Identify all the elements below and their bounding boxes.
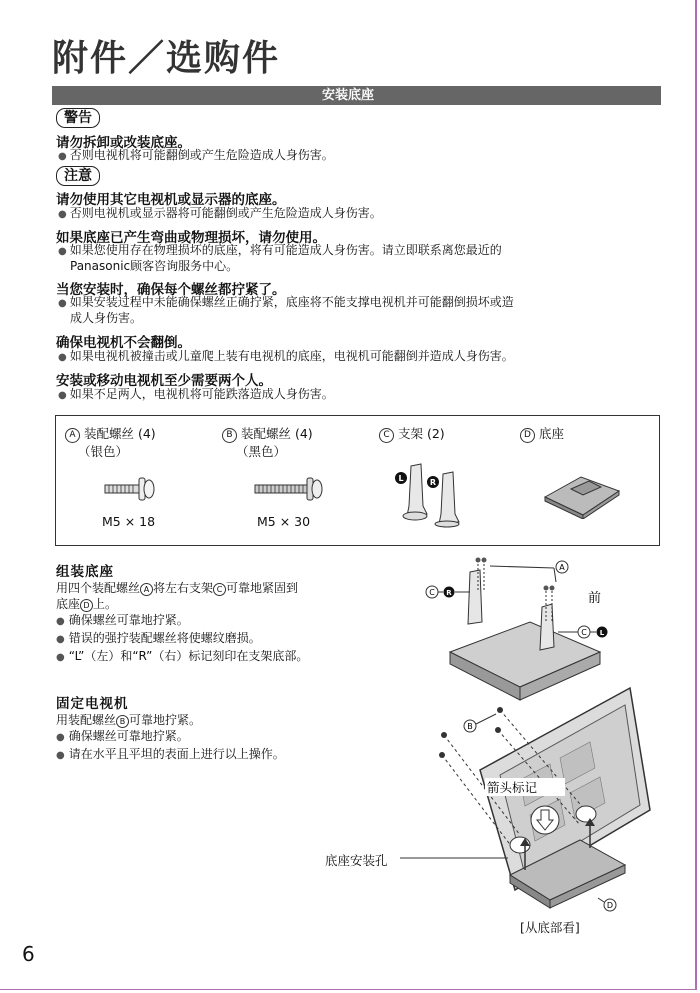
part-b-sub: （黑色） bbox=[236, 444, 287, 459]
part-c-label: C 支架 (2) bbox=[379, 424, 445, 443]
arrow-mark-label: 箭头标记 bbox=[487, 780, 538, 795]
fix-tv-heading: 固定电视机 bbox=[56, 696, 129, 712]
assemble-bullet-3: ● “L”（左）和“R”（右）标记刻印在支架底部。 bbox=[56, 649, 309, 663]
caution-heading-5: 安装或移动电视机至少需要两个人。 bbox=[56, 373, 272, 389]
parts-box bbox=[55, 415, 660, 546]
diagram-a-marker: A bbox=[559, 563, 565, 572]
diagram-l-marker: L bbox=[599, 629, 605, 637]
warning-tag: 警告 bbox=[56, 108, 100, 128]
part-b-label: B 装配螺丝 (4) bbox=[222, 424, 313, 443]
stand-hole-label: 底座安装孔 bbox=[325, 853, 388, 868]
caution-bullet-5: ● 如果不足两人，电视机将可能跌落造成人身伤害。 bbox=[58, 387, 334, 401]
diagram-r-marker: R bbox=[446, 589, 452, 597]
diagram-c-left-marker: C bbox=[429, 588, 435, 597]
assemble-body bbox=[56, 580, 376, 666]
page-number: 6 bbox=[22, 942, 35, 966]
part-b-spec: M5 × 30 bbox=[257, 514, 311, 529]
black-screw-icon bbox=[251, 474, 331, 504]
view-from-bottom-note: [从底部看] bbox=[520, 920, 580, 935]
diagram-b-marker: B bbox=[467, 722, 473, 731]
section-bar: 安装底座 bbox=[52, 86, 661, 105]
diagram-c-right-marker: C bbox=[581, 628, 587, 637]
fix-tv-bullet-1: ● 确保螺丝可靠地拧紧。 bbox=[56, 729, 189, 743]
caution-heading-4: 确保电视机不会翻倒。 bbox=[56, 335, 191, 351]
assemble-bullet-1: ● 确保螺丝可靠地拧紧。 bbox=[56, 613, 189, 627]
stand-base-icon bbox=[541, 471, 623, 519]
caution-heading-2: 如果底座已产生弯曲或物理损坏，请勿使用。 bbox=[56, 230, 326, 246]
caution-bullet-2: ● 如果您使用存在物理损坏的底座，将有可能造成人身伤害。请立即联系离您最近的 Panasonic顾客咨询服务中心。 bbox=[58, 243, 502, 273]
assemble-bullet-2: ● 错误的强拧装配螺丝将使螺纹磨损。 bbox=[56, 631, 261, 645]
bracket-r-mark: R bbox=[429, 478, 437, 487]
assemble-line-1: 用四个装配螺丝 A 将左右支架 C 可靠地紧固到 bbox=[56, 581, 299, 595]
fix-tv-diagram bbox=[400, 680, 670, 920]
assemble-line-2: 底座 D 上。 bbox=[56, 597, 118, 611]
page-title: 附件／选购件 bbox=[52, 38, 281, 79]
caution-bullet-3: ● 如果安装过程中未能确保螺丝正确拧紧，底座将不能支撑电视机并可能翻倒损坏或造 成人身伤害。 bbox=[58, 295, 514, 325]
caution-bullet-1: ● 否则电视机或显示器将可能翻倒或产生危险造成人身伤害。 bbox=[58, 206, 382, 220]
caution-heading-1: 请勿使用其它电视机或显示器的底座。 bbox=[56, 192, 286, 208]
diagram-front-label: 前 bbox=[588, 591, 602, 606]
part-a-sub: （银色） bbox=[78, 444, 129, 459]
fix-tv-line-1: 用装配螺丝 B 可靠地拧紧。 bbox=[56, 713, 202, 727]
assemble-heading: 组装底座 bbox=[56, 564, 114, 580]
caution-heading-3: 当您安装时，确保每个螺丝都拧紧了。 bbox=[56, 282, 286, 298]
warning-bullet: ● 否则电视机将可能翻倒或产生危险造成人身伤害。 bbox=[58, 148, 334, 162]
diagram-d-marker: D bbox=[606, 901, 614, 910]
silver-screw-icon bbox=[101, 474, 161, 504]
caution-tag: 注意 bbox=[56, 166, 100, 186]
bracket-l-mark: L bbox=[398, 474, 404, 483]
warning-heading: 请勿拆卸或改装底座。 bbox=[56, 135, 191, 151]
fix-tv-body bbox=[56, 712, 376, 764]
part-d-label: D 底座 bbox=[520, 424, 564, 443]
fix-tv-bullet-2: ● 请在水平且平坦的表面上进行以上操作。 bbox=[56, 747, 285, 761]
caution-bullet-4: ● 如果电视机被撞击或儿童爬上装有电视机的底座，电视机可能翻倒并造成人身伤害。 bbox=[58, 349, 514, 363]
brackets-icon bbox=[391, 456, 471, 528]
part-a-label: A 装配螺丝 (4) bbox=[65, 424, 156, 443]
part-a-spec: M5 × 18 bbox=[102, 514, 156, 529]
